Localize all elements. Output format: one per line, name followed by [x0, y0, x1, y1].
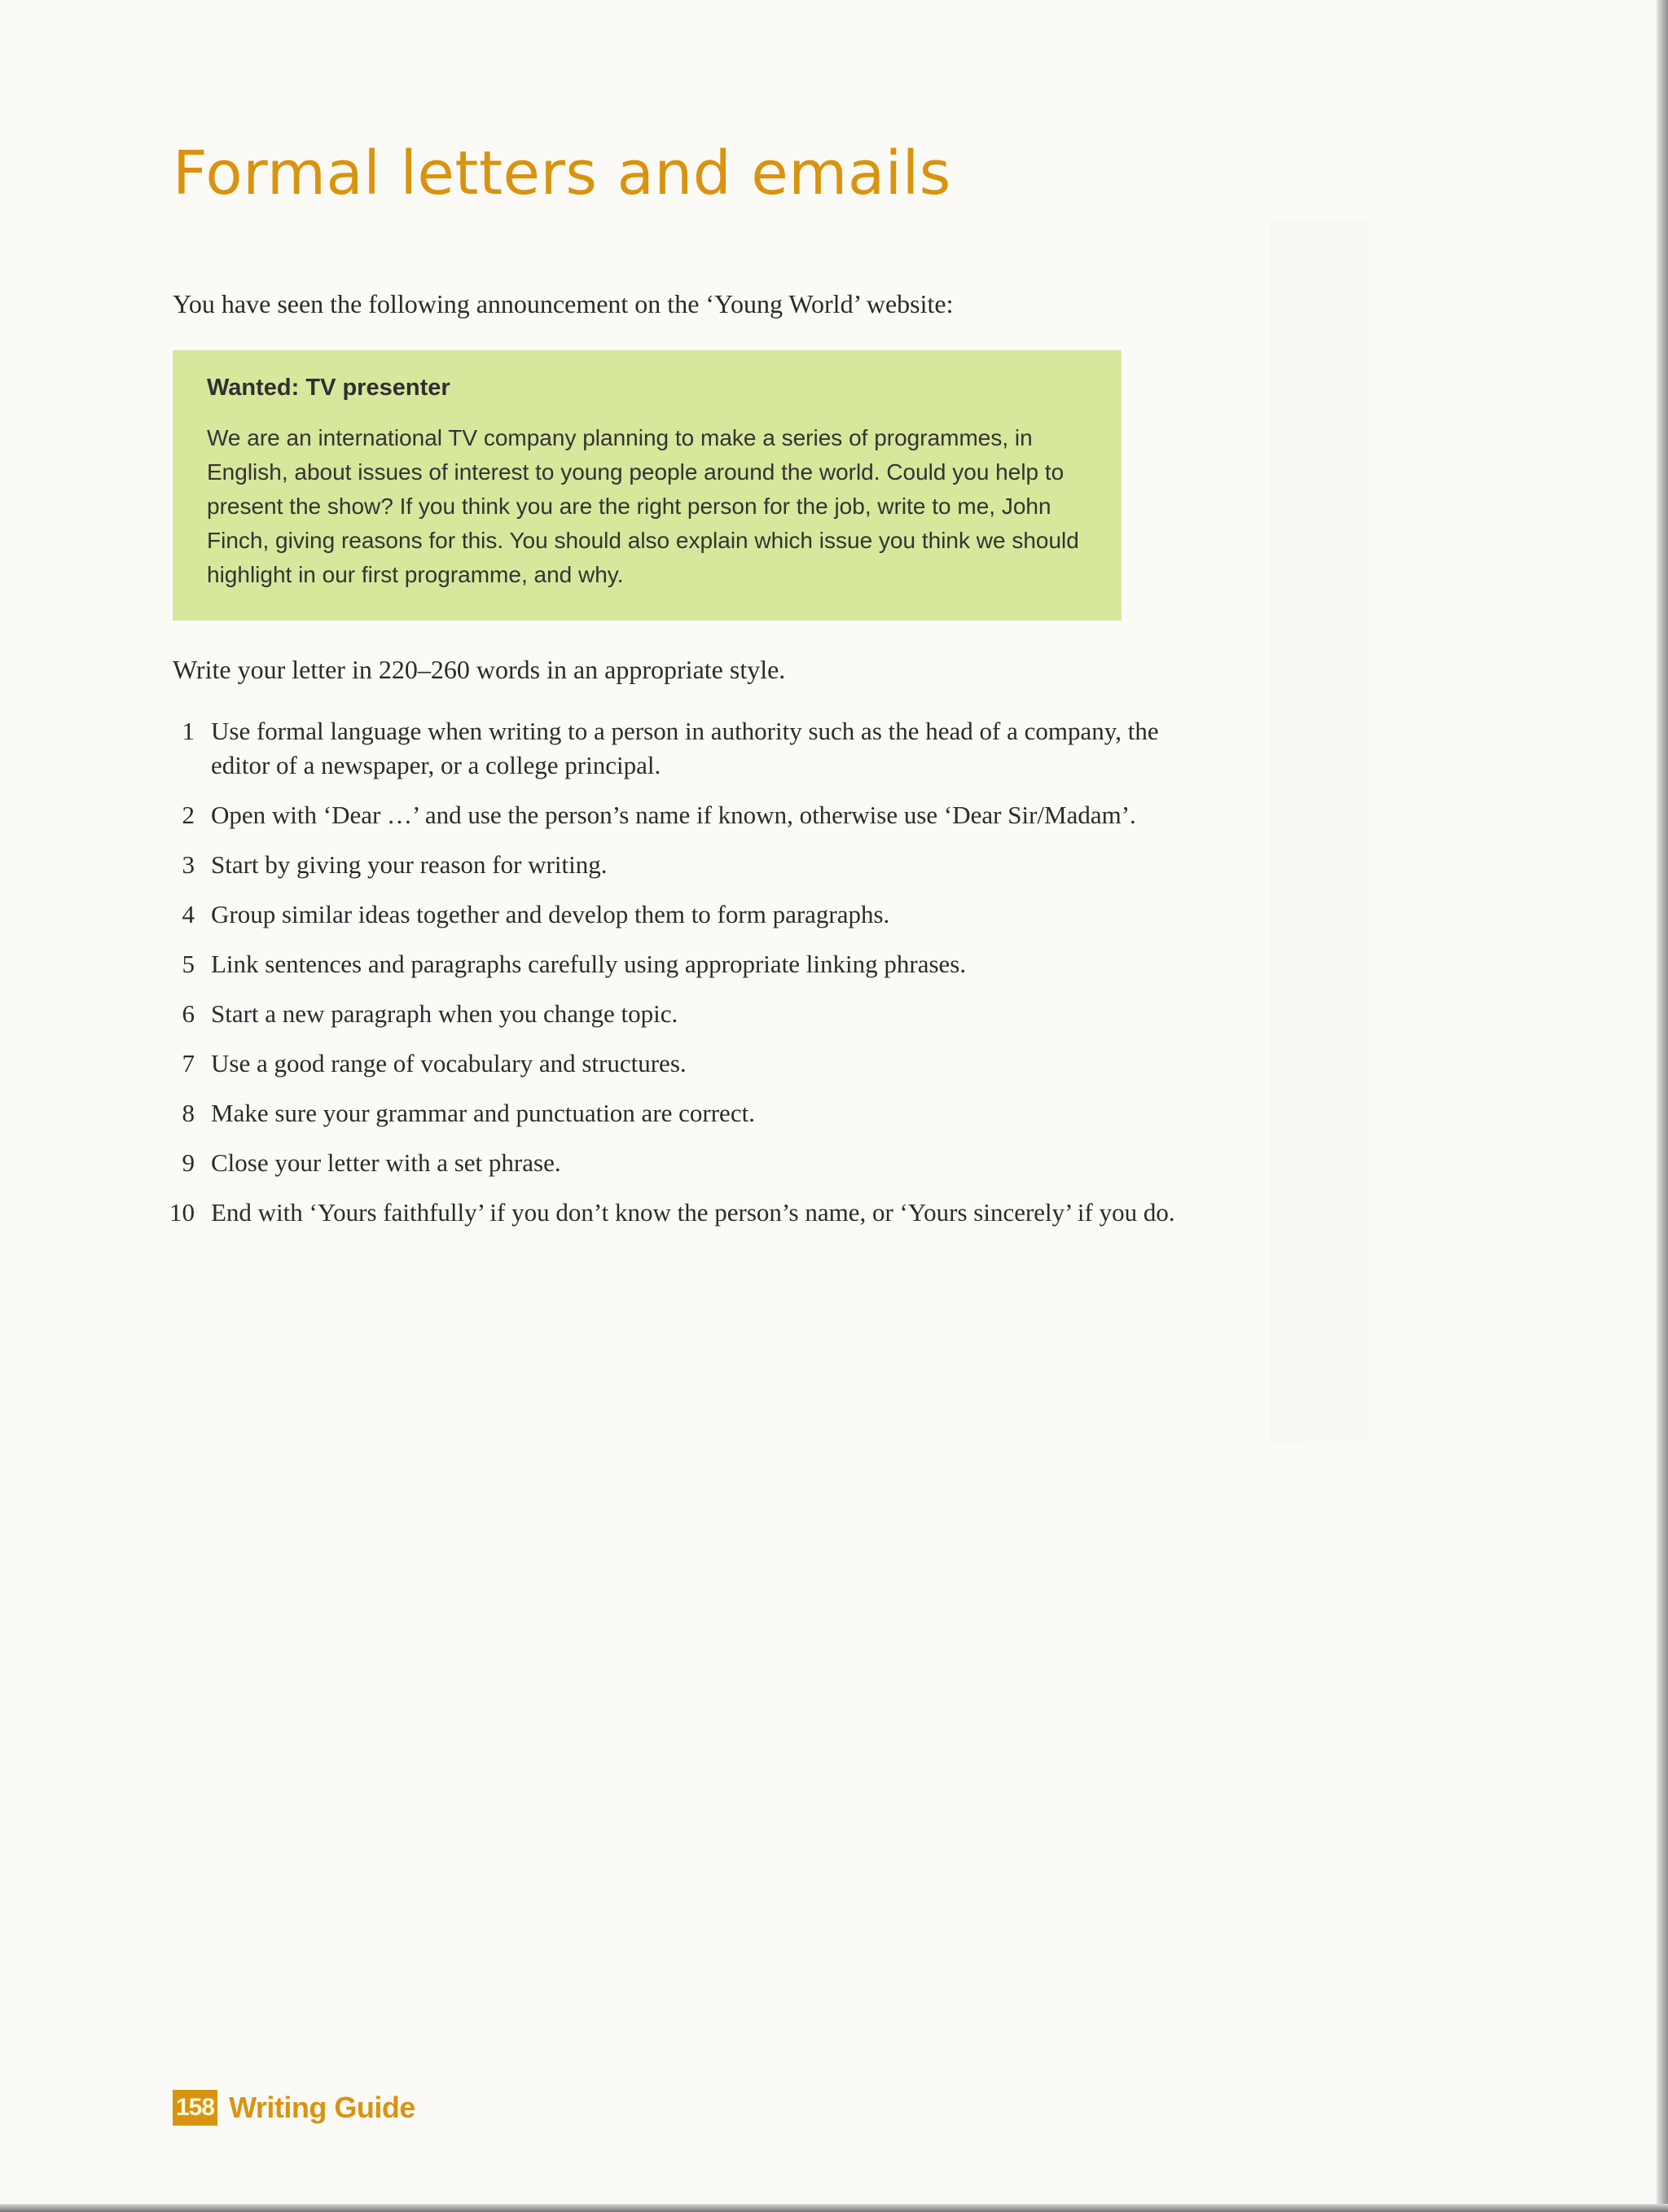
- tip-item: [159, 898, 1185, 932]
- tip-item: [159, 1047, 1185, 1081]
- tip-number: 1: [182, 717, 195, 745]
- tip-item: [159, 714, 1185, 783]
- tip-item: [159, 1146, 1185, 1180]
- page-footer: [173, 2090, 415, 2126]
- tip-number: 7: [182, 1049, 195, 1077]
- announcement-box: [173, 350, 1122, 621]
- tip-number: 8: [182, 1099, 195, 1127]
- tip-number: 6: [182, 999, 195, 1028]
- tip-item: [159, 848, 1185, 882]
- page-show-through: [1271, 220, 1468, 1442]
- tip-number: 3: [182, 850, 195, 879]
- tip-number: 2: [182, 801, 195, 829]
- tip-text: Open with ‘Dear …’ and use the person’s name if known, otherwise use ‘Dear Sir/Madam’.: [211, 801, 1136, 829]
- tip-text: End with ‘Yours faithfully’ if you don’t know the person’s name, or ‘Yours sincerely’ if you do.: [211, 1198, 1175, 1227]
- tip-text: Use a good range of vocabulary and structures.: [211, 1049, 687, 1077]
- page-edge-right: [1657, 0, 1668, 2212]
- tip-text: Start by giving your reason for writing.: [211, 850, 608, 879]
- task-instruction: Write your letter in 220–260 words in an appropriate style.: [173, 655, 786, 684]
- tip-text: Close your letter with a set phrase.: [211, 1148, 561, 1177]
- page-title: Formal letters and emails: [173, 138, 951, 208]
- tip-item: [159, 798, 1185, 832]
- tip-item: [159, 1196, 1185, 1230]
- tip-text: Link sentences and paragraphs carefully using appropriate linking phrases.: [211, 950, 967, 978]
- tip-item: [159, 997, 1185, 1031]
- tip-text: Use formal language when writing to a person in authority such as the head of a company, the editor of a newspaper, or a college principal.: [211, 717, 1159, 779]
- tip-text: Start a new paragraph when you change topic.: [211, 999, 678, 1028]
- tip-text: Make sure your grammar and punctuation are correct.: [211, 1099, 755, 1127]
- page-edge-bottom: [0, 2204, 1668, 2212]
- intro-text: You have seen the following announcement on the ‘Young World’ website:: [173, 289, 954, 318]
- tip-item: [159, 947, 1185, 981]
- tip-text: Group similar ideas together and develop them to form paragraphs.: [211, 900, 890, 928]
- announcement-body: We are an international TV company planning to make a series of programmes, in English, about issues of interest to young people around the world. Could you help to present the show? If you think you are the right person for the job, write to me, John Finch, giving reasons for this. You should also explain which issue you think we should highlight in our first programme, and why.: [207, 425, 1079, 587]
- tip-number: 10: [169, 1198, 195, 1227]
- tip-number: 9: [182, 1148, 195, 1177]
- section-name: Writing Guide: [229, 2091, 415, 2124]
- tips-list: [159, 714, 1185, 1245]
- page-number: 158: [173, 2090, 217, 2126]
- tip-number: 4: [182, 900, 195, 928]
- announcement-heading: Wanted: TV presenter: [207, 375, 450, 401]
- tip-number: 5: [182, 950, 195, 978]
- tip-item: [159, 1096, 1185, 1130]
